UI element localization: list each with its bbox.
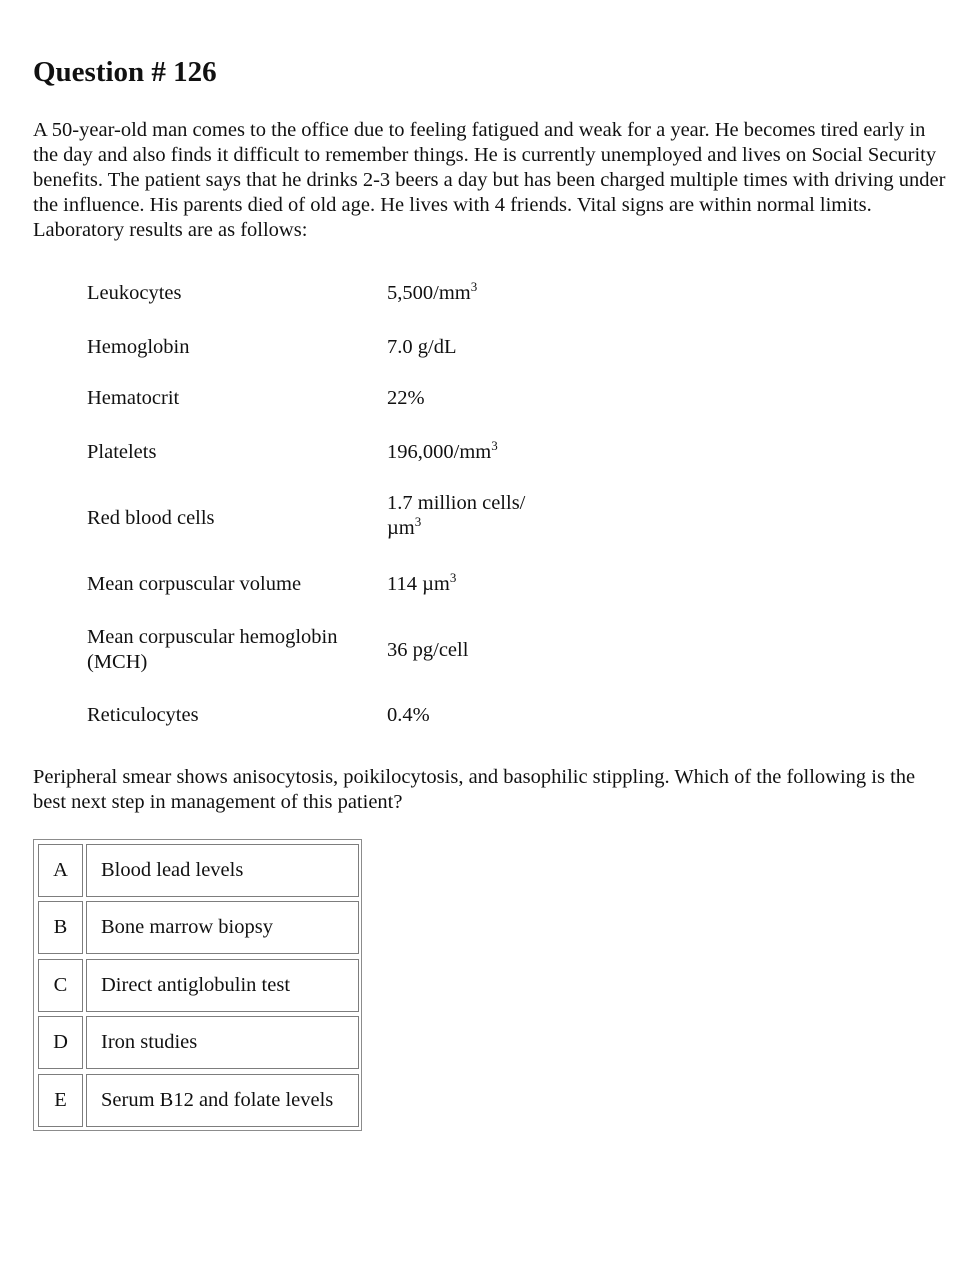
- choice-letter[interactable]: B: [38, 901, 83, 954]
- choice-text[interactable]: Serum B12 and folate levels: [86, 1074, 359, 1127]
- lab-value: $196,000/mm^3$: [387, 438, 498, 463]
- lab-name: Platelets: [87, 441, 157, 463]
- choice-letter[interactable]: E: [38, 1074, 83, 1127]
- choice-letter[interactable]: C: [38, 959, 83, 1012]
- lab-value: $5,500/mm^3$: [387, 279, 478, 304]
- lab-value: 1.7 million cells/ µm$^3$: [387, 492, 526, 539]
- choice-text[interactable]: Bone marrow biopsy: [86, 901, 359, 954]
- lab-value: 114 µm$^3$: [387, 570, 457, 595]
- choice-text[interactable]: Blood lead levels: [86, 844, 359, 897]
- lab-value: 0.4%: [387, 704, 430, 726]
- lab-name: Hemoglobin: [87, 336, 190, 358]
- answer-choice-b[interactable]: [38, 901, 359, 954]
- choice-letter[interactable]: D: [38, 1016, 83, 1069]
- answer-choice-d[interactable]: [38, 1016, 359, 1069]
- lab-name: Leukocytes: [87, 282, 182, 304]
- lab-name: Mean corpuscular hemoglobin (MCH): [87, 626, 338, 673]
- lab-name: Red blood cells: [87, 507, 215, 529]
- answer-choice-a[interactable]: [38, 844, 359, 897]
- answer-choices-table: [33, 839, 362, 1131]
- answer-choice-c[interactable]: [38, 959, 359, 1012]
- lab-name: Hematocrit: [87, 387, 180, 409]
- lab-name: Reticulocytes: [87, 704, 199, 726]
- question-title: Question # 126: [33, 56, 217, 88]
- choice-text[interactable]: Direct antiglobulin test: [86, 959, 359, 1012]
- lab-value: 22%: [387, 387, 425, 409]
- choice-text[interactable]: Iron studies: [86, 1016, 359, 1069]
- choice-letter[interactable]: A: [38, 844, 83, 897]
- question-prompt: Peripheral smear shows anisocytosis, poikilocytosis, and basophilic stippling. Which of the following is the best next step in management of this patient?: [33, 766, 916, 813]
- lab-name: Mean corpuscular volume: [87, 573, 302, 595]
- answer-choice-e[interactable]: [38, 1074, 359, 1127]
- question-stem: A 50-year-old man comes to the office due to feeling fatigued and weak for a year. He becomes tired early in the day and also finds it difficult to remember things. He is currently unemployed and lives on Social Security benefits. The patient says that he drinks 2-3 beers a day but has been charged multiple times with driving under the influence. His parents died of old age. He lives with 4 friends. Vital signs are within normal limits. Laboratory results are as follows:: [33, 119, 946, 241]
- lab-value: 36 pg/cell: [387, 639, 469, 661]
- lab-value: 7.0 g/dL: [387, 336, 457, 358]
